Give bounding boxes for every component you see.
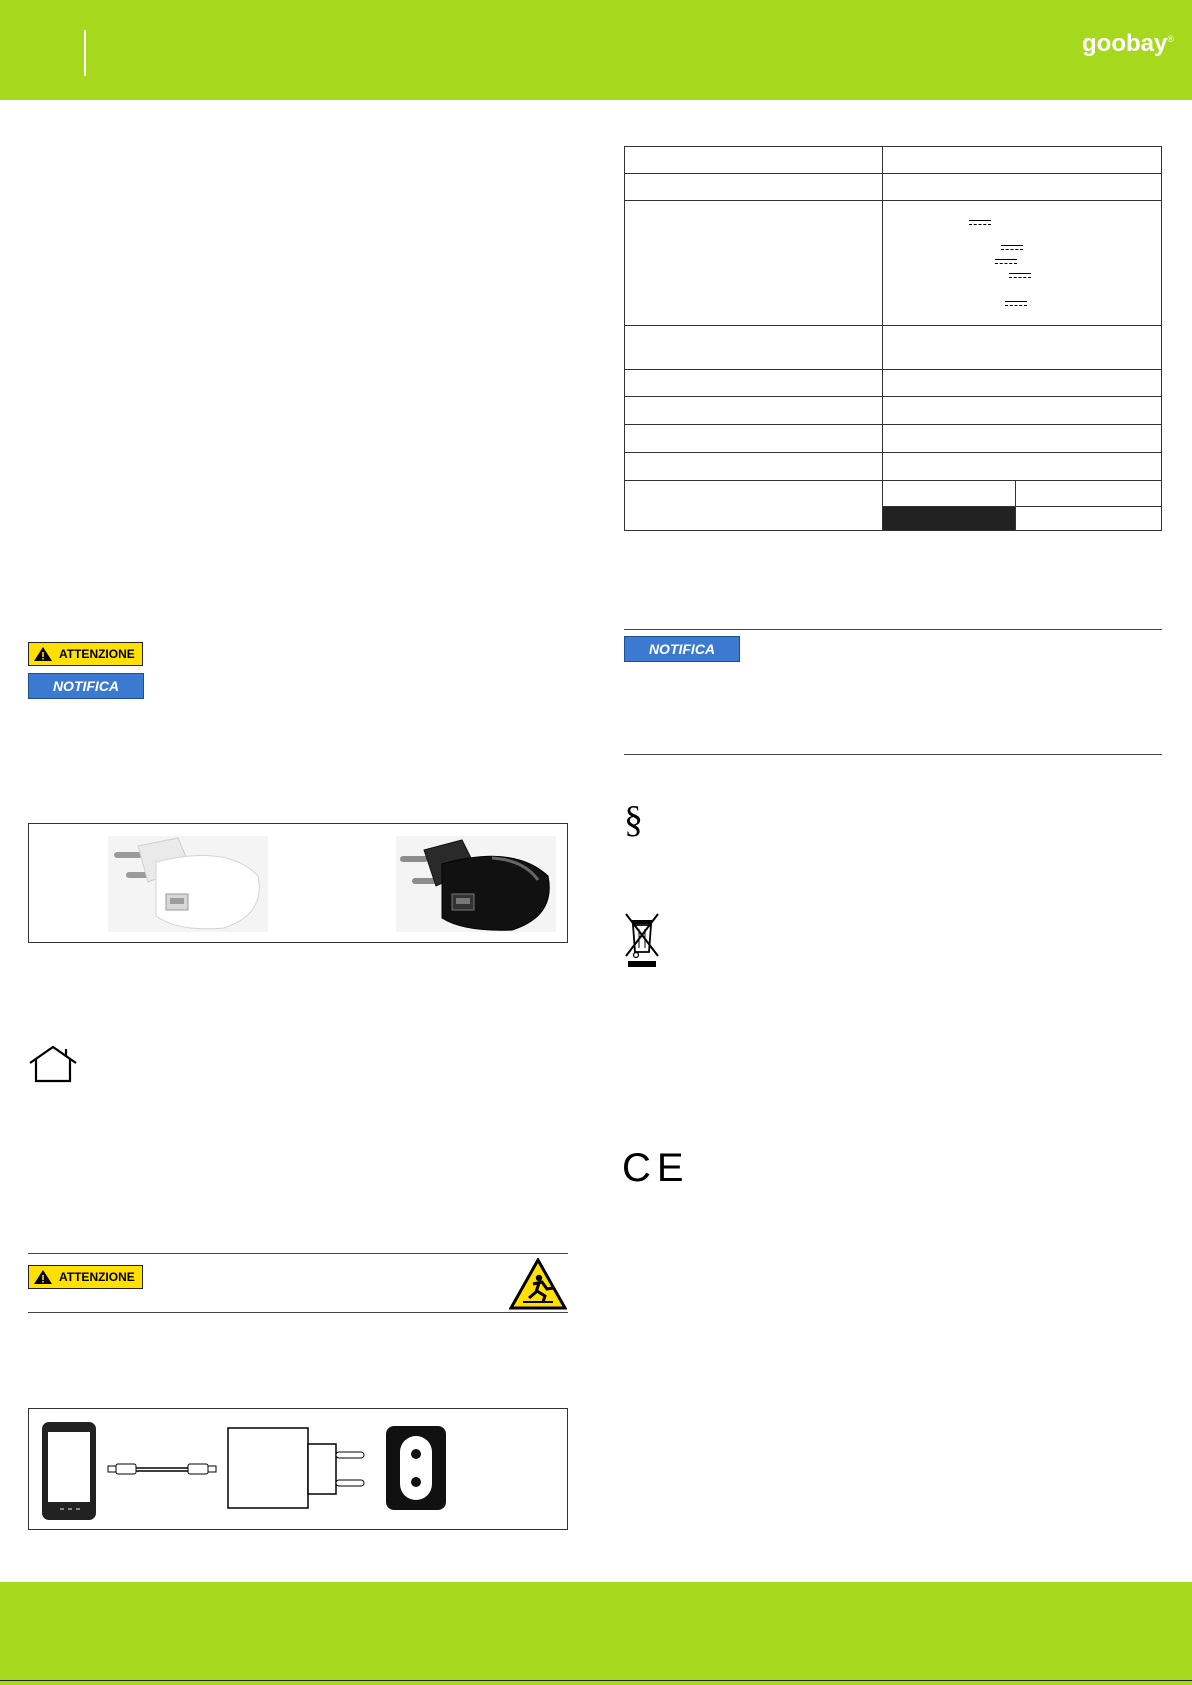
usb-cable-icon [108,1464,216,1474]
spec-label-cell [625,397,883,425]
notice-label: NOTIFICA [648,641,716,657]
footer-rule [0,1680,1192,1681]
spec-label-cell [625,453,883,481]
color-code-cell [1016,507,1162,531]
goobay-logo: goobay® [1082,30,1174,57]
spec-label-cell [625,370,883,397]
header-divider [84,30,86,76]
color-label-cell [625,481,883,531]
white-usb-charger-image [108,836,268,932]
warning-badge-2 [28,1265,143,1289]
crossed-bin-icon [624,912,660,968]
notice-label: NOTIFICA [52,678,120,694]
warning-badge [28,642,143,666]
notice-box-bottom-rule [624,754,1162,755]
dc-symbol-icon [969,220,991,226]
dc-symbol-icon [995,259,1017,265]
spec-label-cell [625,174,883,201]
ce-mark-icon: CE [622,1146,690,1190]
spec-value-cell [882,453,1161,481]
black-usb-charger-image [396,836,556,932]
house-icon [28,1045,78,1083]
spec-table [624,146,1162,531]
color-code-cell [1016,481,1162,507]
dc-symbol-icon [1005,301,1027,307]
header-bar [0,0,1192,100]
warning-box-top-rule [28,1253,568,1254]
warning-label: ATTENZIONE [59,647,135,661]
footer-bar [0,1582,1192,1685]
smartphone-icon [42,1422,96,1520]
warning-label: ATTENZIONE [59,1270,135,1284]
spec-value-cell [882,370,1161,397]
spec-label-cell [625,425,883,453]
spec-label-cell [625,326,883,370]
spec-label-cell [625,147,883,174]
output-values-cell [882,201,1161,326]
wall-socket-icon [386,1426,446,1510]
dc-symbol-icon [1001,245,1023,251]
color-swatch-black [882,507,1016,531]
notice-box-top-rule [624,629,1162,630]
connection-diagram [40,1420,460,1522]
spec-value-cell [882,174,1161,201]
color-swatch-white [882,481,1016,507]
notice-badge [28,673,144,699]
paragraph-icon: § [624,799,643,841]
notice-badge-2 [624,636,740,662]
spec-value-cell [882,425,1161,453]
warning-triangle-icon [33,646,53,662]
charger-icon [228,1428,364,1508]
spec-value-cell [882,147,1161,174]
dc-symbol-icon [1009,273,1031,279]
warning-triangle-icon [33,1269,53,1285]
spec-value-cell [882,397,1161,425]
warning-box-bottom-rule [28,1312,568,1313]
spec-value-cell [882,326,1161,370]
trip-hazard-icon [509,1258,567,1310]
spec-label-cell [625,201,883,326]
